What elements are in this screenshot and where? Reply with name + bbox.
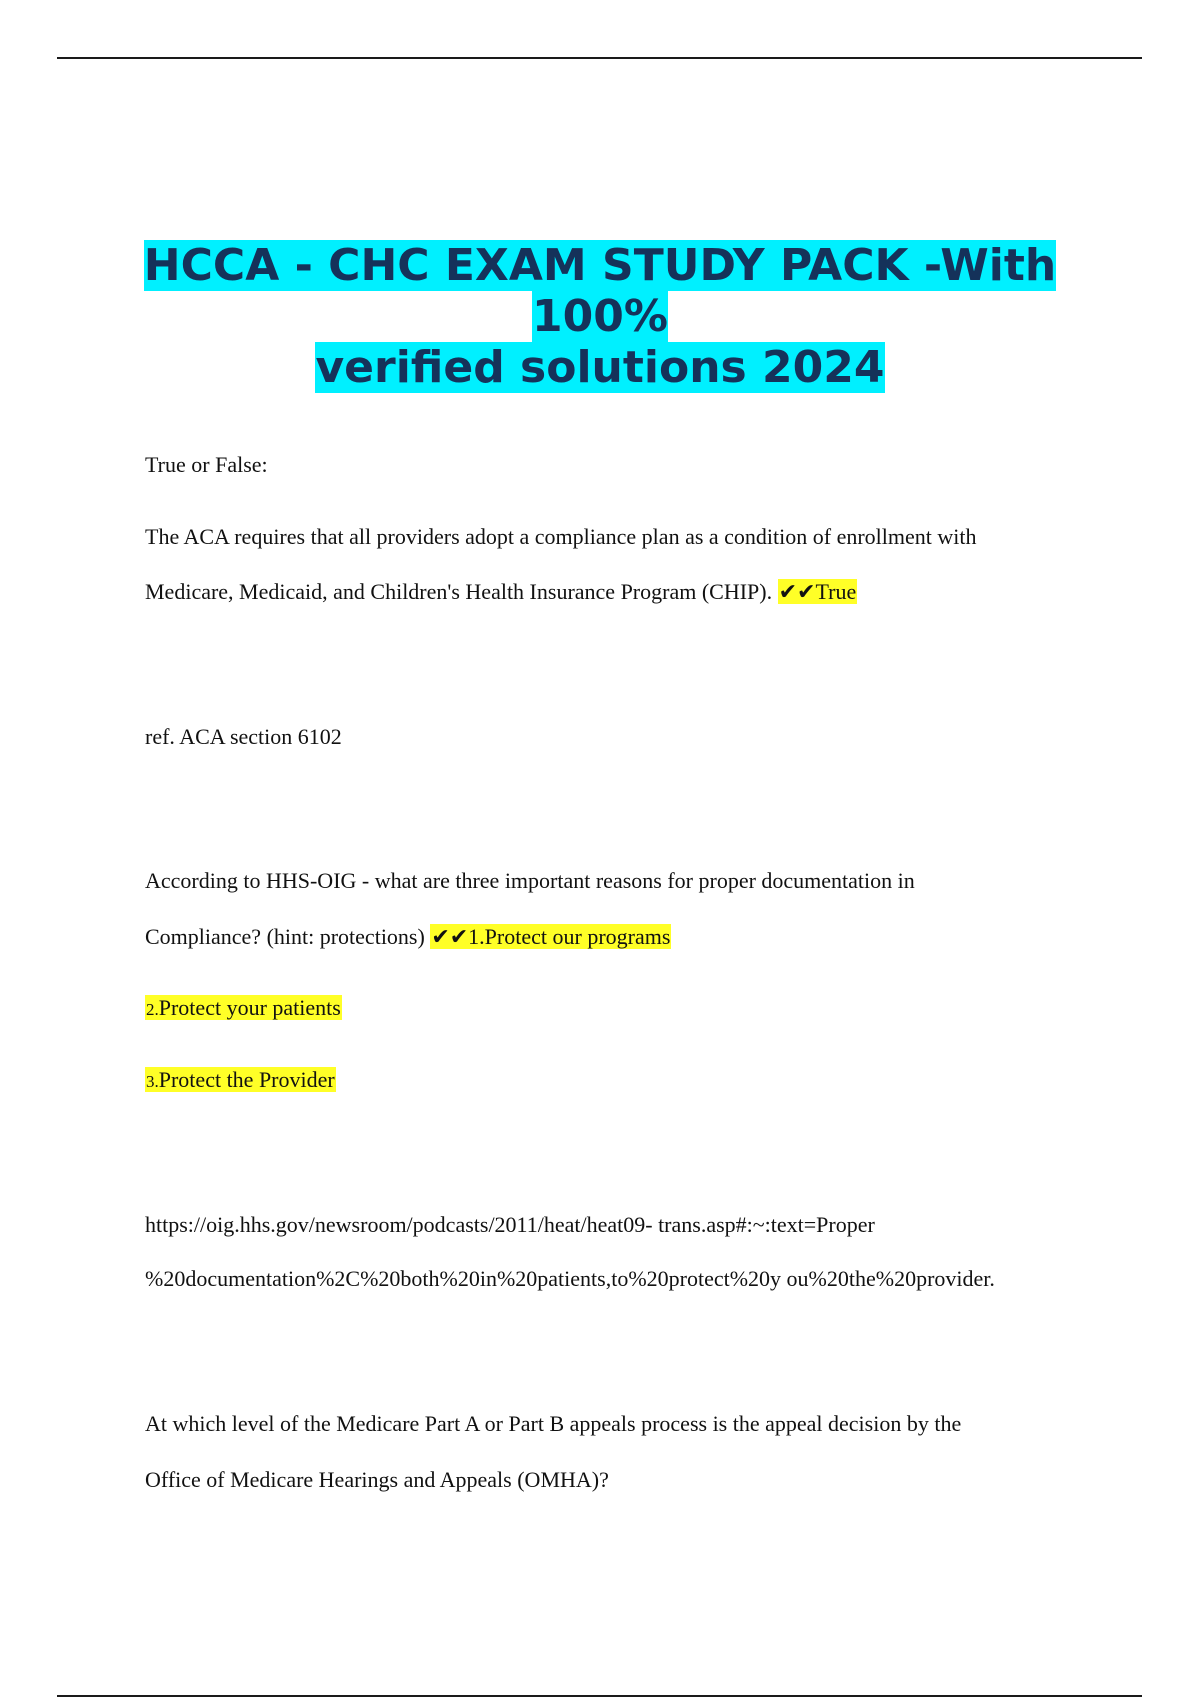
- q1-reference: ref. ACA section 6102: [145, 724, 342, 749]
- q3-question-line-2: Office of Medicare Hearings and Appeals (OMHA)?: [145, 1467, 609, 1492]
- q1-label: True or False:: [145, 452, 268, 477]
- q2-url-line-2: %20documentation%2C%20both%20in%20patients,to%20protect%20y ou%20the%20provider.: [145, 1266, 995, 1291]
- q1-answer: ✔✔True: [778, 579, 857, 604]
- q1-question-line-2-text: Medicare, Medicaid, and Children's Health Insurance Program (CHIP).: [145, 579, 773, 604]
- q2-answer-3-number: 3.: [146, 1072, 159, 1091]
- document-title: [60, 240, 1140, 393]
- q2-answer-3: [145, 1067, 336, 1093]
- q2-answer-2: [145, 995, 342, 1021]
- q1-question-line-1: The ACA requires that all providers adopt a compliance plan as a condition of enrollment with: [145, 524, 977, 549]
- title-line-2: 100%: [532, 291, 668, 342]
- title-line-3: verified solutions 2024: [315, 342, 885, 393]
- q2-url-line-1: https://oig.hhs.gov/newsroom/podcasts/2011/heat/heat09- trans.asp#:~:text=Proper: [145, 1212, 875, 1237]
- q2-question-line-2: [145, 924, 671, 950]
- q2-answer-3-text: Protect the Provider: [158, 1067, 335, 1092]
- bottom-rule: [57, 1695, 1142, 1697]
- q2-question-line-1: According to HHS-OIG - what are three important reasons for proper documentation in: [145, 868, 915, 893]
- q2-answer-1: ✔✔1.Protect our programs: [431, 924, 671, 949]
- q1-question-line-2: [145, 579, 857, 605]
- q2-question-line-2-text: Compliance? (hint: protections): [145, 924, 425, 949]
- title-line-1: HCCA - CHC EXAM STUDY PACK -With: [143, 240, 1057, 291]
- q2-answer-2-number: 2.: [146, 1000, 159, 1019]
- q3-question-line-1: At which level of the Medicare Part A or Part B appeals process is the appeal decision by the: [145, 1411, 962, 1436]
- q2-answer-2-text: Protect your patients: [158, 995, 341, 1020]
- top-rule: [57, 57, 1142, 59]
